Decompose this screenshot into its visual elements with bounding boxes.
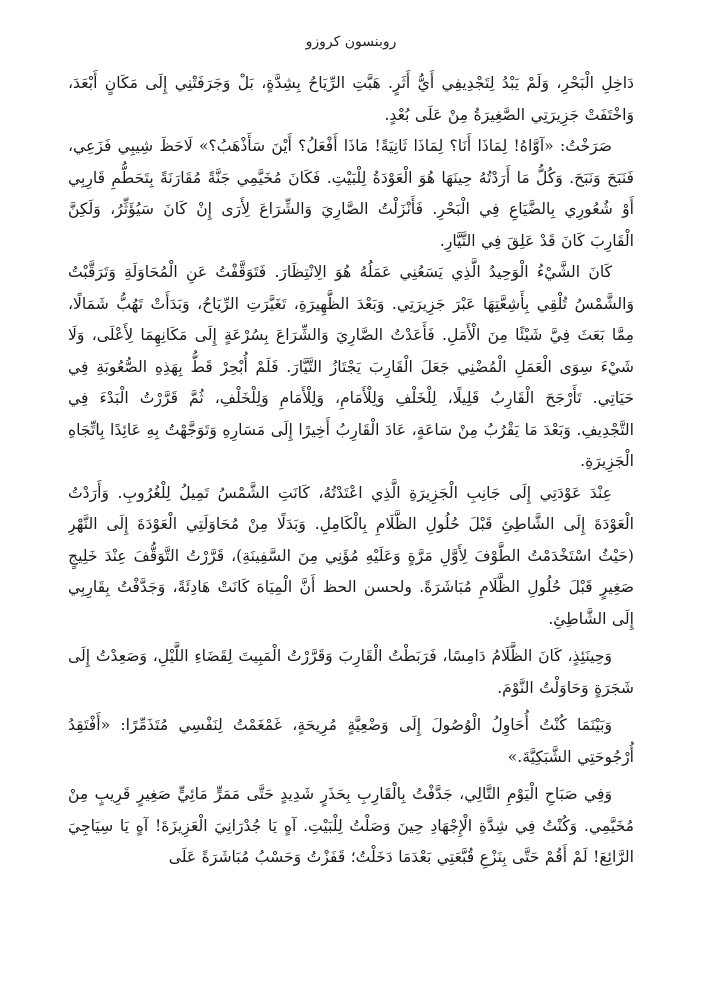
running-header: روبنسون كروزو: [305, 34, 397, 50]
paragraph: وَبَيْنَمَا كُنْتُ أُحَاوِلُ الْوُصُولَ إِلَى وَضْعِيَّةٍ مُرِيحَةٍ، غَمْغَمْتُ لِنَفْسِي مُتَذَمِّرًا: «أَفْتَقِدُ أُرْجُوحَتِي الشَّبَكِيَّةَ.»: [68, 716, 634, 766]
body-text: [68, 68, 634, 993]
paragraph: كَانَ الشَّيْءُ الْوَحِيدُ الَّذِي يَسَعُنِي عَمَلُهُ هُوَ الِانْتِظَارَ. فَتَوَقَّفْتُ عَنِ الْمُحَاوَلَةِ وَتَرَقَّبْتُ وَالشَّمْسُ تُلْقِي بِأَشِعَّتِهَا عَبْرَ جَزِيرَتِي. وَبَعْدَ الظَّهِيرَةِ، تَغَيَّرَتِ الرِّيَاحُ، وَبَدَأَتْ تَهُبُّ شَمَالًا، مِمَّا بَعَثَ فِيَّ شَيْئًا مِنَ الْأَمَلِ. فَأَعَدْتُ الصَّارِيَ وَالشِّرَاعَ بِسُرْعَةٍ إِلَى مَكَانِهِمَا لِأَعْلَى، وَلَا شَيْءَ سِوَى الْعَمَلِ الْمُضْنِي جَعَلَ الْقَارِبَ يَجْتَازُ التَّيَّارَ. فَلَمْ أُبْحِرْ قَطُّ بِهَذِهِ الصُّعُوبَةِ فِي حَيَاتِي. تَأَرْجَحَ الْقَارِبُ قَلِيلًا، لِلْخَلْفِ وَلِلْأَمَامِ، وَلِلْأَمَامِ وَلِلْخَلْفِ، ثُمَّ قَرَّرْتُ الْبَدْءَ فِي التَّجْدِيفِ. وَبَعْدَ مَا يَقْرُبُ مِنْ سَاعَةٍ، عَادَ الْقَارِبُ أَخِيرًا إِلَى مَسَارِهِ وَتَوَجَّهْتُ بِهِ عَائِدًا بِاتِّجَاهِ الْجَزِيرَةِ.: [68, 263, 634, 470]
paragraph-continuation: دَاخِلِ الْبَحْرِ، وَلَمْ يَبْدُ لِتَجْدِيفِي أَيُّ أَثَرٍ. هَبَّتِ الرِّيَاحُ بِشِدَّةٍ، بَلْ وَجَرَفَتْنِي إِلَى مَكَانٍ أَبْعَدَ، وَاخْتَفَتْ جَزِيرَتِي الصَّغِيرَةُ مِنْ عَلَى بُعْدٍ.: [68, 74, 634, 124]
paragraph: عِنْدَ عَوْدَتِي إِلَى جَانِبِ الْجَزِيرَةِ الَّذِي اعْتَدْتُهُ، كَانَتِ الشَّمْسُ تَمِيلُ لِلْغُرُوبِ. وَأَرَدْتُ الْعَوْدَةَ إِلَى الشَّاطِئِ قَبْلَ حُلُولِ الظَّلَامِ بِالْكَامِلِ. وَبَدَلًا مِنْ مُحَاوَلَتِي الْعَوْدَةَ إِلَى النَّهْرِ (حَيْثُ اسْتَخْدَمْتُ الطَّوْفَ لِأَوَّلِ مَرَّةٍ وَعَلَيْهِ مُؤَنِي مِنَ السَّفِينَةِ)، قَرَّرْتُ التَّوَقُّفَ عِنْدَ خَلِيجٍ صَغِيرٍ قَبْلَ حُلُولِ الظَّلَامِ مُبَاشَرَةً. ولحسن الحظ أَنَّ الْمِيَاهَ كَانَتْ هَادِئَةً، وَجَدَّفْتُ بِقَارِبِي إِلَى الشَّاطِئِ.: [68, 483, 634, 628]
paragraph: وَفِي صَبَاحِ الْيَوْمِ التَّالِي، جَدَّفْتُ بِالْقَارِبِ بِحَذَرٍ شَدِيدٍ حَتَّى مَمَرٍّ مَائِيٍّ صَغِيرٍ قَرِيبٍ مِنْ مُخَيَّمِي. وَكُنْتُ فِي شِدَّةِ الْإِجْهَادِ حِينَ وَصَلْتُ لِلْبَيْتِ. آهٍ يَا جُدْرَانِيَ الْعَزِيزَةَ! آهٍ يَا سِيَاجِيَ الرَّائِعَ! لَمْ أَقُمْ حَتَّى بِنَزْعِ قُبَّعَتِي بَعْدَمَا دَخَلْتُ؛ قَفَزْتُ وَحَسْبُ مُبَاشَرَةً عَلَى: [68, 785, 634, 866]
paragraph: صَرَخْتُ: «آوَّاهُ! لِمَاذَا أَنَا؟ لِمَاذَا ثَانِيَةً! مَاذَا أَفْعَلُ؟ أَيْنَ سَأَذْهَبُ؟» لَاحَظَ شِيبِي فَزَعِي، فَنَبَحَ وَنَبَحَ. وَكُلُّ مَا أَرَدْتُهُ حِينَهَا هُوَ الْعَوْدَةُ لِلْبَيْتِ. فَكَانَ مُخَيَّمِي جَنَّةً مُقَارَنَةً بِتَحَطُّمِ قَارِبِي أَوْ شُعُورِي بِالضَّيَاعِ فِي الْبَحْرِ. فَأَنْزَلْتُ الصَّارِيَ وَالشِّرَاعَ لِأَرَى إِنْ كَانَ سَيُؤَثِّرُ، وَلَكِنَّ الْقَارِبَ كَانَ قَدْ عَلِقَ فِي التَّيَّارِ.: [68, 137, 634, 250]
paragraph: وَحِينَئِذٍ، كَانَ الظَّلَامُ دَامِسًا، فَرَبَطْتُ الْقَارِبَ وَقَرَّرْتُ الْمَبِيتَ لِقَضَاءِ اللَّيْلِ، وَصَعِدْتُ إِلَى شَجَرَةٍ وَحَاوَلْتُ النَّوْمَ.: [68, 647, 634, 697]
